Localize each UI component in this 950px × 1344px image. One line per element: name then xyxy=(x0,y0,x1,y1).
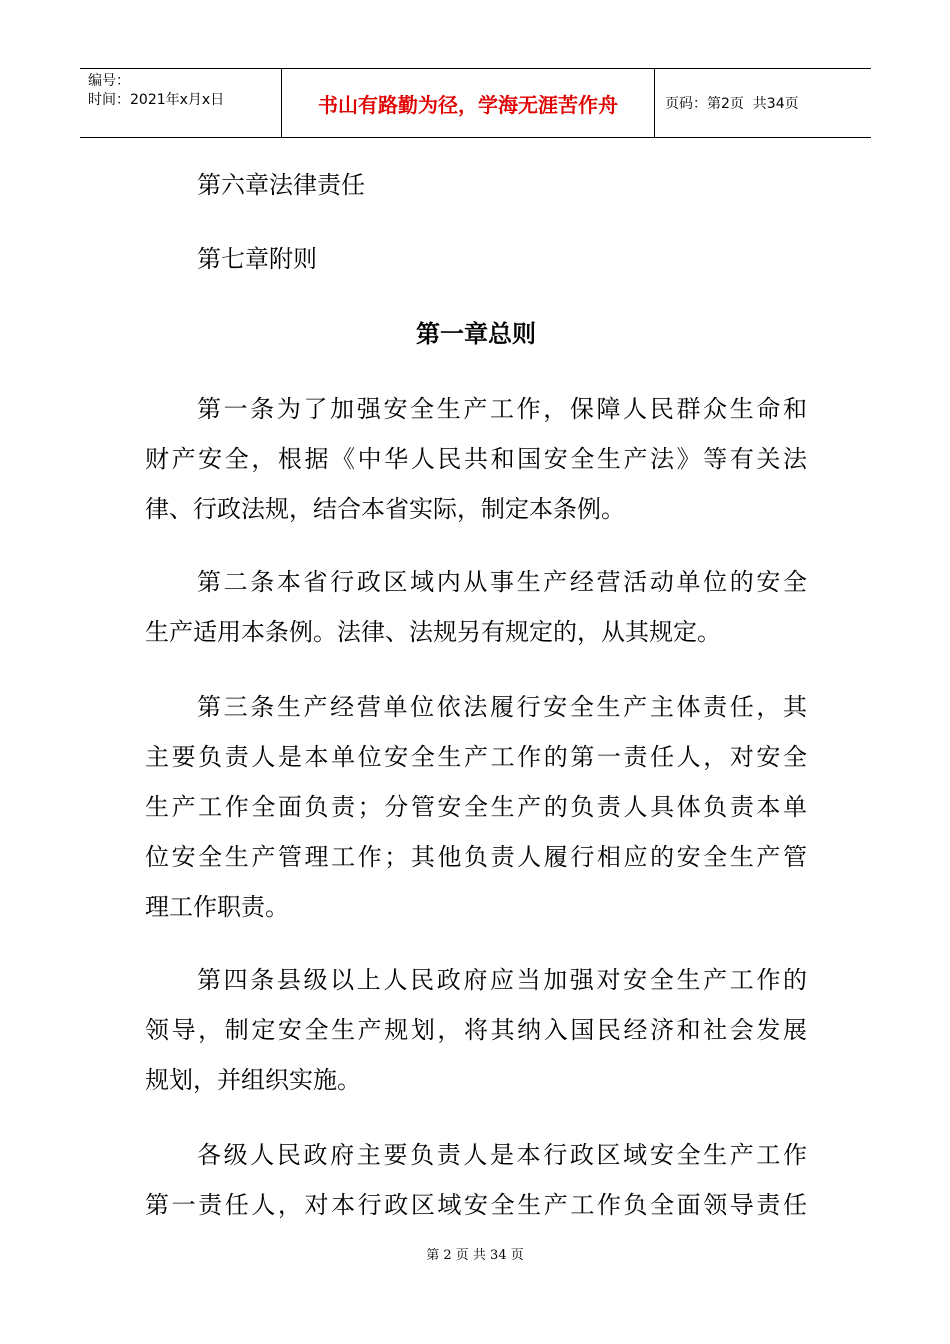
header-page-info: 页码：第2页 共34页 xyxy=(665,96,799,112)
paragraph-line: 第二条本省行政区域内从事生产经营活动单位的安全 xyxy=(197,568,807,596)
article-4-paragraph-2 xyxy=(145,1130,807,1230)
article-3 xyxy=(145,682,807,932)
page-footer: 第 2 页 共 34 页 xyxy=(426,1248,524,1263)
paragraph-line: 律、行政法规，结合本省实际，制定本条例。 xyxy=(145,495,625,523)
paragraph-line: 主要负责人是本单位安全生产工作的第一责任人，对安全 xyxy=(145,743,807,771)
paragraph-line: 生产工作全面负责；分管安全生产的负责人具体负责本单 xyxy=(145,793,807,821)
paragraph-line: 第一条为了加强安全生产工作，保障人民群众生命和 xyxy=(197,395,807,423)
document-date: 时间：2021年x月x日 xyxy=(88,92,225,108)
toc-chapter-7: 第七章附则 xyxy=(197,245,317,273)
article-1 xyxy=(145,384,807,534)
article-2 xyxy=(145,557,807,657)
paragraph-line: 理工作职责。 xyxy=(145,893,289,921)
toc-section-2 xyxy=(145,234,807,284)
paragraph-line: 各级人民政府主要负责人是本行政区域安全生产工作 xyxy=(197,1141,807,1169)
header-motto: 书山有路勤为径，学海无涯苦作舟 xyxy=(282,69,655,137)
paragraph-line: 位安全生产管理工作；其他负责人履行相应的安全生产管 xyxy=(145,843,807,871)
document-number-label: 编号： xyxy=(88,73,130,89)
paragraph-line: 生产适用本条例。法律、法规另有规定的，从其规定。 xyxy=(145,618,721,646)
paragraph-line: 领导，制定安全生产规划，将其纳入国民经济和社会发展 xyxy=(145,1016,807,1044)
article-4 xyxy=(145,955,807,1105)
page-header xyxy=(80,68,871,138)
toc-chapter-6: 第六章法律责任 xyxy=(197,171,365,199)
paragraph-line: 第四条县级以上人民政府应当加强对安全生产工作的 xyxy=(197,966,807,994)
paragraph-line: 第三条生产经营单位依法履行安全生产主体责任，其 xyxy=(197,693,807,721)
header-meta xyxy=(80,69,282,137)
paragraph-line: 第一责任人，对本行政区域安全生产工作负全面领导责任 xyxy=(145,1191,807,1219)
paragraph-line: 规划，并组织实施。 xyxy=(145,1066,361,1094)
paragraph-line: 财产安全，根据《中华人民共和国安全生产法》等有关法 xyxy=(145,445,807,473)
toc-section xyxy=(145,160,807,210)
chapter-title: 第一章总则 xyxy=(416,320,536,348)
